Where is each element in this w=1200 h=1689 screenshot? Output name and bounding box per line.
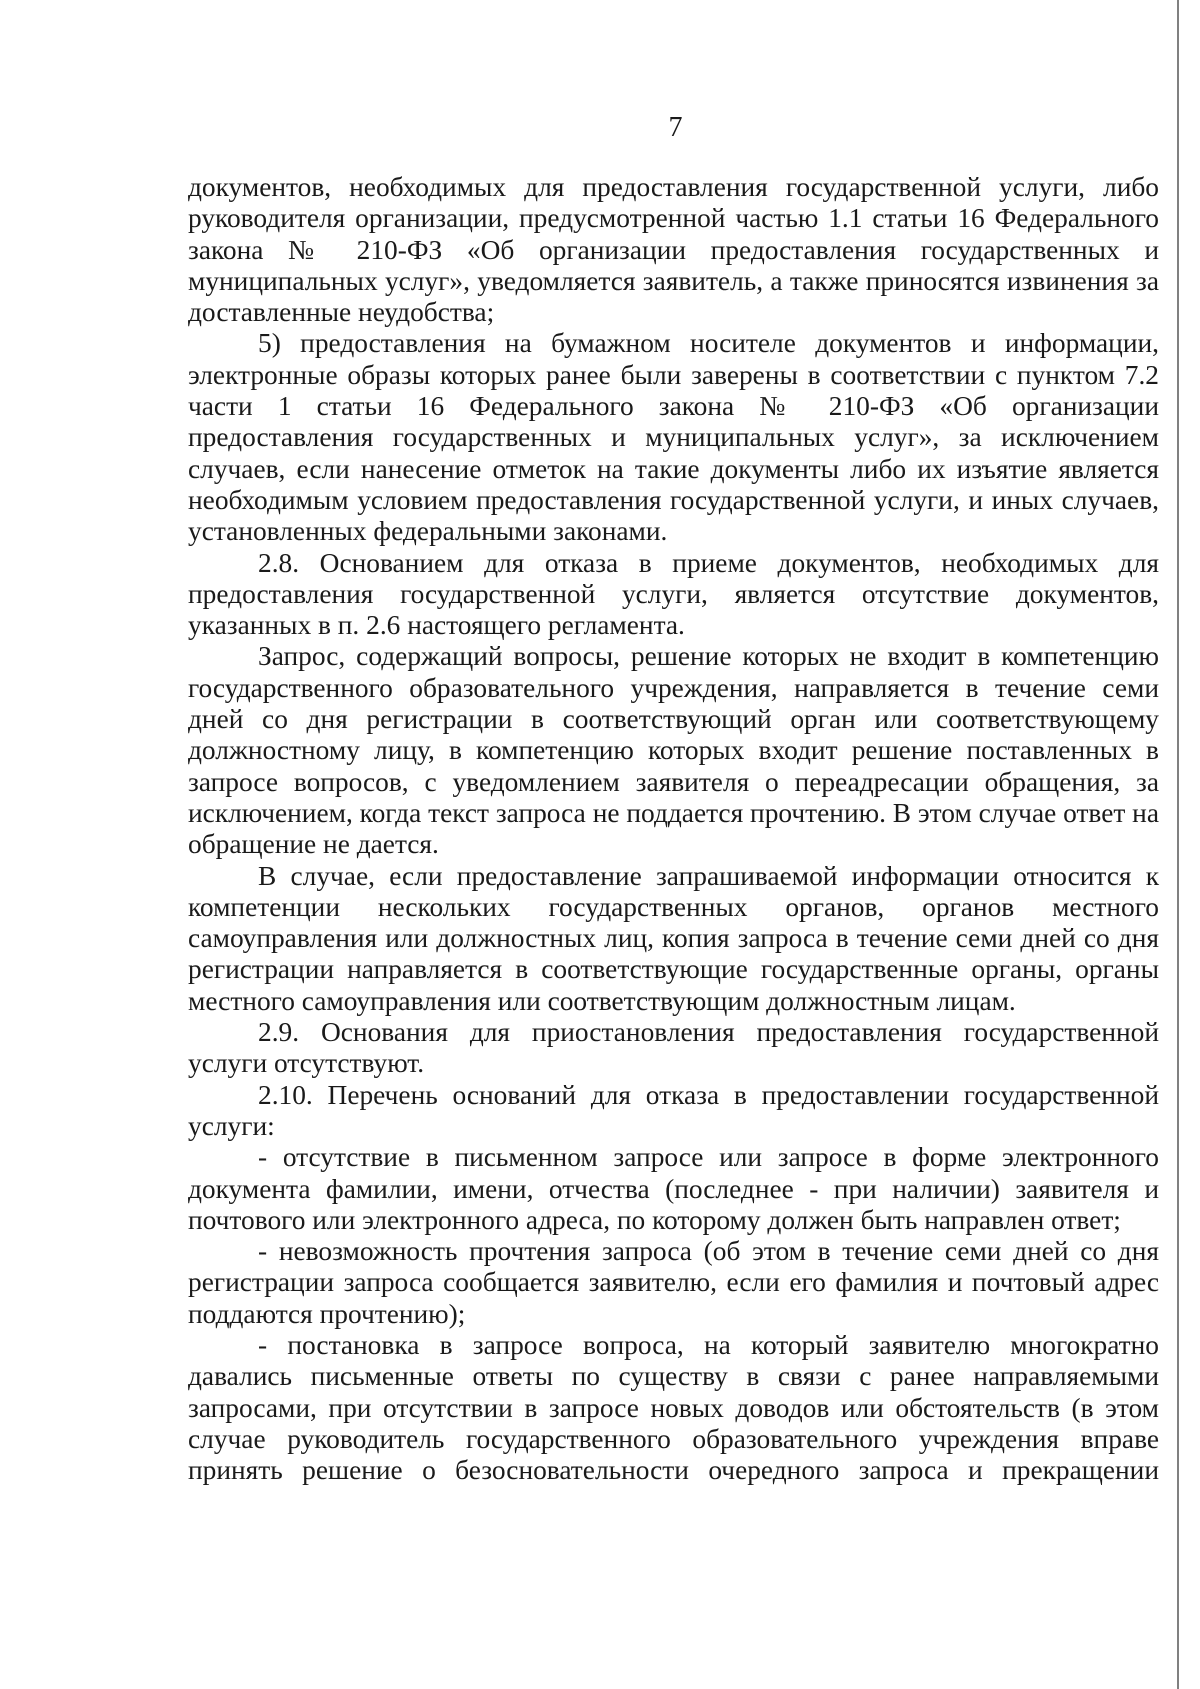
paragraph-section-2-9: 2.9. Основания для приостановления предоставления государственной услуги отсутствуют.	[188, 1017, 1159, 1079]
list-item-missing-data: - отсутствие в письменном запросе или запросе в форме электронного документа фамилии, имени, отчества (последнее - при наличии) заявителя и почтового или электронного адреса, по которому должен быть направлен ответ;	[188, 1142, 1159, 1235]
list-item-unreadable: - невозможность прочтения запроса (об этом в течение семи дней со дня регистрации запроса сообщается заявителю, если его фамилия и почтовый адрес поддаются прочтению);	[188, 1236, 1159, 1329]
list-item-repeated-question: - постановка в запросе вопроса, на который заявителю многократно давались письменные ответы по существу в связи с ранее направляемыми запросами, при отсутствии в запросе новых доводов или обстоятельств (в этом случае руководитель государственного образовательного учреждения вправе принять решение о безосновательности очередного запроса и прекращении	[188, 1329, 1159, 1486]
page-number: 7	[668, 112, 683, 143]
paragraph-section-2-8: 2.8. Основанием для отказа в приеме документов, необходимых для предоставления государственной услуги, является отсутствие документов, указанных в п. 2.6 настоящего регламента.	[188, 547, 1159, 641]
paragraph-item-5: 5) предоставления на бумажном носителе документов и информации, электронные образы которых ранее были заверены в соответствии с пунктом 7.2 части 1 статьи 16 Федерального закона № 210-ФЗ «Об организации предоставления государственных и муниципальных услуг», за исключением случаев, если нанесение отметок на такие документы либо их изъятие является необходимым условием предоставления государственной услуги, и иных случаев, установленных федеральными законами.	[188, 328, 1159, 547]
paragraph-continuation: документов, необходимых для предоставления государственной услуги, либо руководителя организации, предусмотренной частью 1.1 статьи 16 Федерального закона № 210-ФЗ «Об организации предоставления государственных и муниципальных услуг», уведомляется заявитель, а также приносятся извинения за доставленные неудобства;	[188, 172, 1159, 328]
document-body	[188, 172, 1159, 1486]
paragraph-request-redirect: Запрос, содержащий вопросы, решение которых не входит в компетенцию государственного образовательного учреждения, направляется в течение семи дней со дня регистрации в соответствующий орган или соответствующему должностному лицу, в компетенцию которых входит решение поставленных в запросе вопросов, с уведомлением заявителя о переадресации обращения, за исключением, когда текст запроса не поддается прочтению. В этом случае ответ на обращение не дается.	[188, 641, 1159, 860]
paragraph-multiple-authorities: В случае, если предоставление запрашиваемой информации относится к компетенции нескольких государственных органов, органов местного самоуправления или должностных лиц, копия запроса в течение семи дней со дня регистрации направляется в соответствующие государственные органы, органы местного самоуправления или соответствующим должностным лицам.	[188, 860, 1159, 1016]
scan-edge-line	[1177, 0, 1179, 1689]
paragraph-section-2-10: 2.10. Перечень оснований для отказа в предоставлении государственной услуги:	[188, 1079, 1159, 1141]
